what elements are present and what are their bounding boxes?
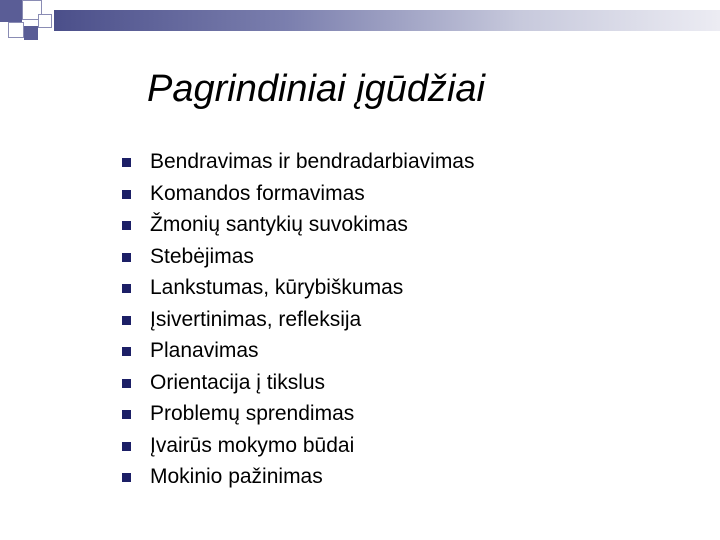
decor-square [38,14,52,28]
square-bullet-icon [122,379,131,388]
list-item-text: Problemų sprendimas [150,402,355,425]
square-bullet-icon [122,473,131,482]
square-bullet-icon [122,190,131,199]
list-item-text: Įvairūs mokymo būdai [150,433,355,457]
list-item-text: Bendravimas ir bendradarbiavimas [150,150,475,173]
list-item-text: Planavimas [150,339,259,362]
list-item-text: Įsivertinimas, refleksija [150,307,362,331]
square-bullet-icon [122,347,131,356]
decor-square [0,0,22,22]
list-item-text: Žmonių santykių suvokimas [150,213,408,236]
list-item-text: Stebėjimas [150,244,254,268]
list-item-text: Orientacija į tikslus [150,370,326,394]
header-gradient-bar [54,10,720,31]
decor-square [24,26,38,40]
list-item-text: Mokinio pažinimas [150,465,323,488]
square-bullet-icon [122,221,131,230]
square-bullet-icon [122,253,131,262]
square-bullet-icon [122,442,131,451]
decor-square [8,22,24,38]
list-item-text: Komandos formavimas [150,181,365,205]
square-bullet-icon [122,158,131,167]
list-item-text: Lankstumas, kūrybiškumas [150,276,404,299]
square-bullet-icon [122,316,131,325]
square-bullet-icon [122,284,131,293]
slide-title: Pagrindiniai įgūdžiai [147,68,485,110]
square-bullet-icon [122,410,131,419]
